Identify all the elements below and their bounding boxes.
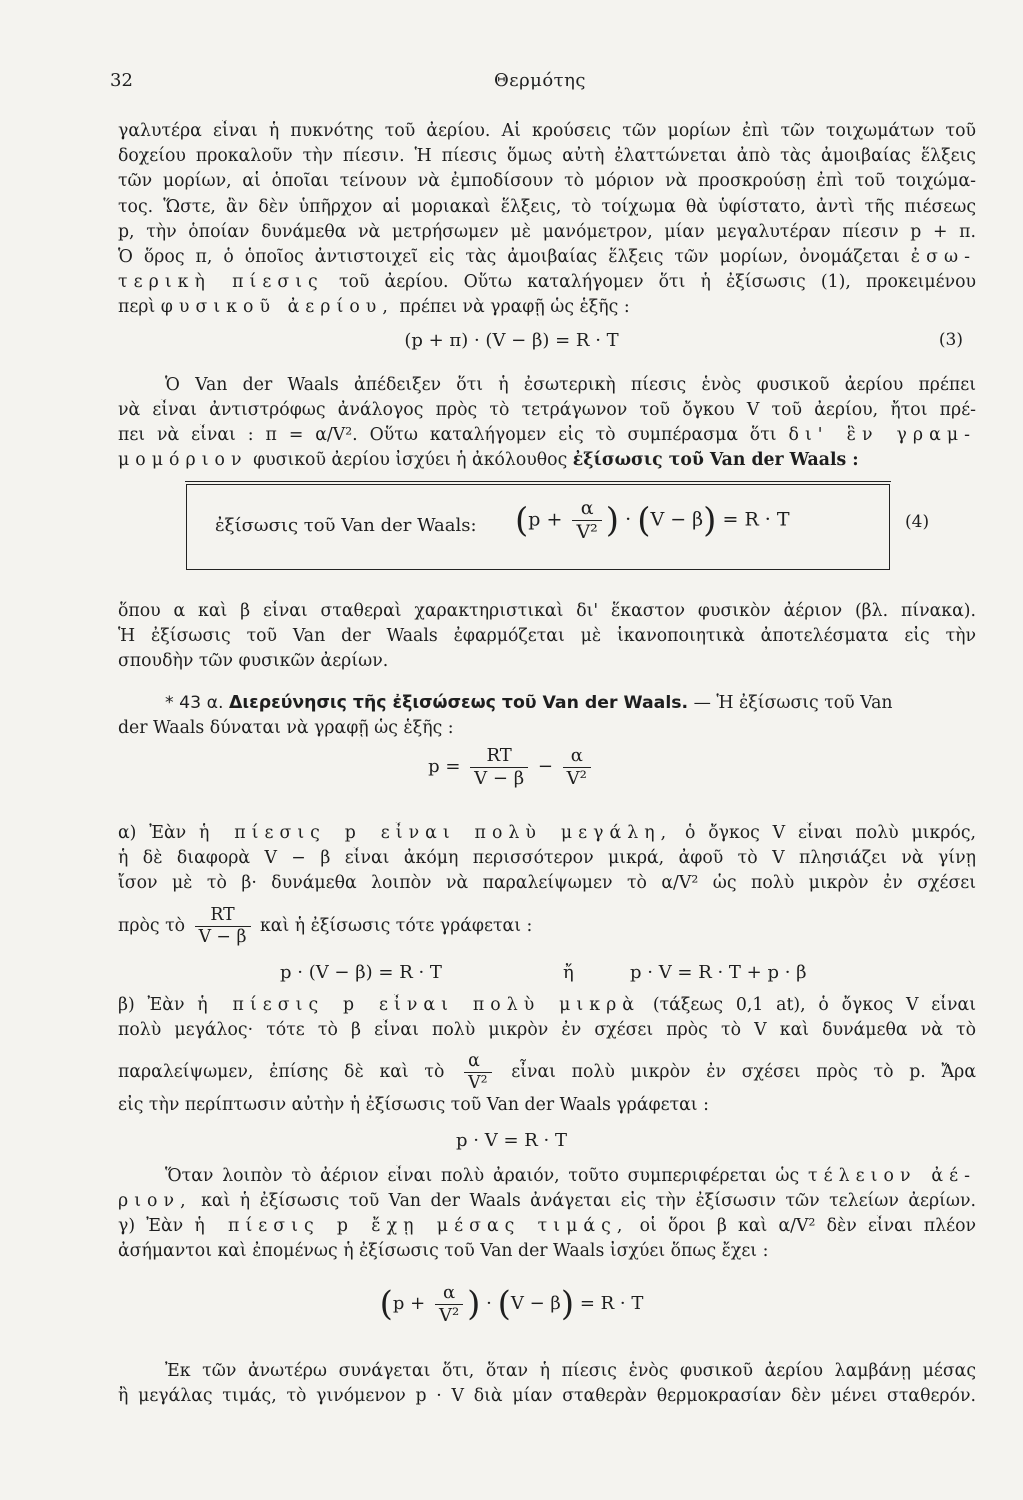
emphasized-term: δι' ἓν γραμ- <box>788 425 976 445</box>
text-line: Ὅταν λοιπὸν τὸ ἀέριον εἶναι πολὺ ἀραιόν, τοῦτο συμπεριφέρεται ὡς τέλειον ἀέ- <box>165 1166 976 1186</box>
van-der-waals-equation: (p + $\frac{\alpha}{\text{V²}}$ ) · (V − β) = R · T <box>515 497 790 543</box>
text-line: πρὸς τὸ $\frac{RT}{V - \beta}$ καὶ ἡ ἐξίσωσις τότε γράφεται : <box>118 905 533 947</box>
text-line: β) Ἐὰν ἡ πίεσις p εἶναι πολὺ μικρὰ (τάξεως 0,1 at), ὁ ὄγκος V εἶναι <box>118 995 976 1015</box>
text-line: ὅπου α καὶ β εἶναι σταθεραὶ χαρακτηριστικαὶ δι' ἕκαστον φυσικὸν ἀέριον (βλ. πίνακα). <box>118 601 976 621</box>
text-line <box>118 424 976 446</box>
text-line: ἴσον μὲ τὸ β· δυνάμεθα λοιπὸν νὰ παραλείψωμεν τὸ α/V² ὡς πολὺ μικρὸν ἐν σχέσει <box>118 873 976 893</box>
text-span: πει νὰ εἶναι : π = α/V². Οὕτω καταλήγομεν εἰς τὸ συμπέρασμα ὅτι <box>118 425 777 445</box>
text-line <box>118 246 976 268</box>
text-line <box>118 271 976 293</box>
bold-term: ἐξίσωσις τοῦ Van der Waals : <box>572 450 859 470</box>
fraction: $\frac{\alpha}{\text{V²}}$ <box>563 745 591 789</box>
running-head: Θερμότης <box>493 70 587 91</box>
equation-a-right: p · V = R · T + p · β <box>630 962 807 983</box>
text-span: — Ἡ ἐξίσωσις τοῦ Van <box>693 693 893 713</box>
text-line: πολὺ μεγάλος· τότε τὸ β εἶναι πολὺ μικρὸν ἐν σχέσει πρὸς τὸ V καὶ δυνάμεθα νὰ τὸ <box>118 1020 976 1040</box>
equation-a-left: p · (V − β) = R · T <box>280 962 442 983</box>
section-title: Διερεύνησις τῆς ἐξισώσεως τοῦ Van der Waals. <box>229 693 689 713</box>
equation-4-box <box>186 484 890 570</box>
text-line: τῶν μορίων, αἱ ὁποῖαι τείνουν νὰ ἐμποδίσουν τὸ μόριον νὰ προσκρούσῃ ἐπὶ τοῦ τοιχώμα- <box>118 171 976 191</box>
text-line: p, τὴν ὁποίαν δυνάμεθα νὰ μετρήσωμεν μὲ μανόμετρον, μίαν μεγαλυτέραν πίεσιν p + π. <box>118 222 976 242</box>
fraction: $\frac{RT}{V - \beta}$ <box>195 905 251 948</box>
text-span: φυσικοῦ ἀερίου ἰσχύει ἡ ἀκόλουθος <box>253 450 568 470</box>
text-line: α) Ἐὰν ἡ πίεσις p εἶναι πολὺ μεγάλη, ὁ ὄγκος V εἶναι πολὺ μικρός, <box>118 823 976 843</box>
page-number: 32 <box>110 70 133 91</box>
text-span: περὶ <box>118 297 156 317</box>
emphasized-term: ἡ πίεσις p ἔχῃ μέσας τιμάς, <box>194 1216 629 1236</box>
equation-3: (p + π) · (V − β) = R · T <box>404 330 619 351</box>
text-line: ἀσήμαντοι καὶ ἐπομένως ἡ ἐξίσωσις τοῦ Van der Waals ἰσχύει ὅπως ἔχει : <box>118 1241 769 1261</box>
fraction: $\frac{\alpha}{\text{V²}}$ <box>572 497 601 544</box>
text-line: σπουδὴν τῶν φυσικῶν ἀερίων. <box>118 651 389 671</box>
page-header <box>110 70 970 94</box>
equation-or: ἤ <box>563 962 574 983</box>
text-line: ριον, καὶ ἡ ἐξίσωσις τοῦ Van der Waals ἀνάγεται εἰς τὴν ἐξίσωσιν τῶν τελείων ἀερίων. <box>118 1191 976 1211</box>
text-line <box>118 449 976 471</box>
text-line: γ) Ἐὰν ἡ πίεσις p ἔχῃ μέσας τιμάς, οἱ ὅροι β καὶ α/V² δὲν εἶναι πλέον <box>118 1216 976 1236</box>
equation-b: p · V = R · T <box>456 1130 567 1151</box>
text-line: τος. Ὥστε, ἂν δὲν ὑπῆρχον αἱ μοριακαὶ ἕλξεις, τὸ τοίχωμα θὰ ὑφίστατο, ἀντὶ τῆς πιέσεως <box>118 197 976 217</box>
fraction: $\frac{RT}{V - \beta}$ <box>470 745 528 789</box>
text-line: δοχείου προκαλοῦν τὴν πίεσιν. Ἡ πίεσις ὅμως αὐτὴ ἐλαττώνεται ἀπὸ τὰς ἀμοιβαίας ἕλξεις <box>118 146 976 166</box>
section-number: * 43 α. <box>165 693 224 713</box>
text-line: ἢ μεγάλας τιμάς, τὸ γινόμενον p · V διὰ μίαν σταθερὰν θερμοκρασίαν δὲν μένει σταθερόν. <box>118 1386 976 1406</box>
section-heading <box>165 692 976 714</box>
text-line: νὰ εἶναι ἀντιστρόφως ἀνάλογος πρὸς τὸ τετράγωνον τοῦ ὄγκου V τοῦ ἀερίου, ἤτοι πρέ- <box>118 400 976 420</box>
fraction: $\frac{\alpha}{\text{V²}}$ <box>464 1051 491 1094</box>
text-line: παραλείψωμεν, ἐπίσης δὲ καὶ τὸ $\frac{\alpha}{\text{V²}}$ εἶναι πολὺ μικρὸν ἐν σχέσει πρὸς τὸ p. Ἄρα <box>118 1051 976 1093</box>
emphasized-term: ριον, <box>118 1191 192 1211</box>
text-line: Ἐκ τῶν ἀνωτέρω συνάγεται ὅτι, ὅταν ἡ πίεσις ἑνὸς φυσικοῦ ἀερίου λαμβάνῃ μέσας <box>165 1361 976 1381</box>
text-span: Ὁ ὅρος π, ὁ ὁποῖος ἀντιστοιχεῖ εἰς τὰς ἀμοιβαίας ἕλξεις τῶν μορίων, ὀνομάζεται <box>118 247 900 267</box>
equation-number: (3) <box>938 330 963 350</box>
text-span: τοῦ ἀερίου. Οὕτω καταλήγομεν ὅτι ἡ ἐξίσωσις (1), προκειμένου <box>338 272 976 292</box>
text-line: der Waals δύναται νὰ γραφῇ ὡς ἑξῆς : <box>118 718 454 738</box>
emphasized-term: μομόριον <box>118 450 248 470</box>
emphasized-term: ἡ πίεσις p εἶναι πολὺ μεγάλη, <box>198 823 673 843</box>
text-line: Ὁ Van der Waals ἀπέδειξεν ὅτι ἡ ἐσωτερικὴ πίεσις ἑνὸς φυσικοῦ ἀερίου πρέπει <box>165 375 976 395</box>
text-line <box>118 296 976 318</box>
equation-c: (p + $\frac{\alpha}{\text{V²}}$ ) · (V − β) = R · T <box>379 1282 644 1326</box>
fraction: $\frac{\alpha}{\text{V²}}$ <box>435 1282 463 1326</box>
equation-label: ἐξίσωσις τοῦ Van der Waals: <box>215 515 477 536</box>
emphasized-term: τερικὴ πίεσις <box>118 272 324 292</box>
equation-number: (4) <box>905 512 930 532</box>
emphasized-term: ἡ πίεσις p εἶναι πολὺ μικρὰ <box>197 995 641 1015</box>
text-line: Ἡ ἐξίσωσις τοῦ Van der Waals ἐφαρμόζεται μὲ ἱκανοποιητικὰ ἀποτελέσματα εἰς τὴν <box>118 626 976 646</box>
text-line: γαλυτέρα εἶναι ἡ πυκνότης τοῦ ἀερίου. Αἱ κρούσεις τῶν μορίων ἐπὶ τῶν τοιχωμάτων τοῦ <box>118 121 976 141</box>
text-span: πρέπει νὰ γραφῇ ὡς ἑξῆς : <box>399 297 630 317</box>
text-line: ἡ δὲ διαφορὰ V − β εἶναι ἀκόμη περισσότερον μικρά, ἀφοῦ τὸ V πλησιάζει νὰ γίνῃ <box>118 848 976 868</box>
emphasized-term: τέλειον ἀέ- <box>808 1166 976 1186</box>
emphasized-term: φυσικοῦ ἀερίου, <box>160 297 394 317</box>
emphasized-term: ἐσω- <box>910 247 976 267</box>
text-line: εἰς τὴν περίπτωσιν αὐτὴν ἡ ἐξίσωσις τοῦ Van der Waals γράφεται : <box>118 1095 709 1115</box>
equation-p: p = $\frac{RT}{V - \beta}$ − $\frac{\alpha}{\text{V²}}$ <box>0 745 1023 789</box>
